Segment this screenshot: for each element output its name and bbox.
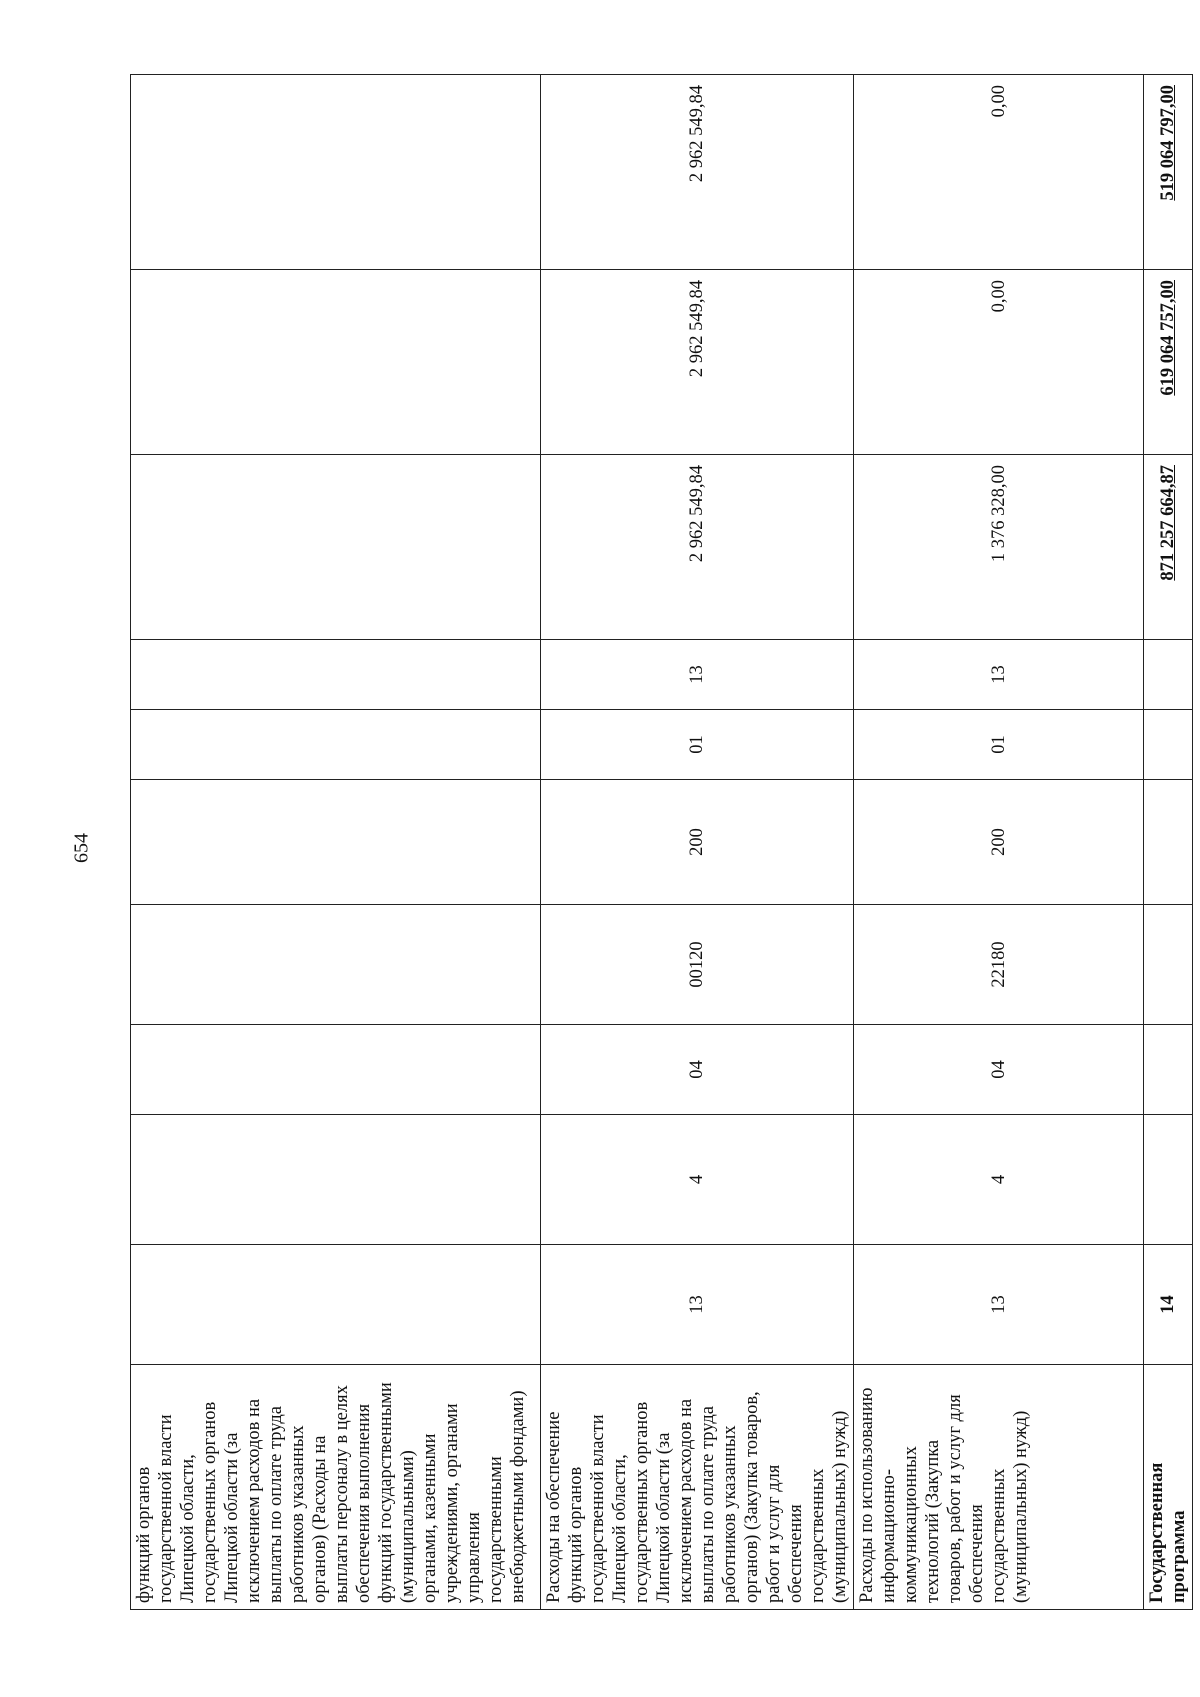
row-amount2 — [131, 270, 541, 455]
total-empty — [1144, 1115, 1193, 1245]
row-amount3: 0,00 — [854, 75, 1144, 270]
total-amount2: 619 064 757,00 — [1144, 270, 1193, 455]
total-empty — [1144, 780, 1193, 905]
row-amount1 — [131, 455, 541, 640]
budget-table — [130, 74, 1193, 1610]
row-amount3: 2 962 549,84 — [541, 75, 854, 270]
total-amount3: 519 064 797,00 — [1144, 75, 1193, 270]
total-label: Государственная программа — [1144, 1365, 1193, 1610]
row-col5: 200 — [854, 780, 1144, 905]
row-col7: 13 — [854, 640, 1144, 710]
row-description: функций органов государственной власти Липецкой области, государственных органов Липецкой области (за исключением расходов на выплаты по оплате труда работников указанных органов) (Расходы на выплаты персоналу в целях обеспечения выполнения функций государственными (муниципальными) органами, казенными учреждениями, органами управления государственными внебюджетными фондами) — [131, 1365, 541, 1610]
row-col2: 4 — [854, 1115, 1144, 1245]
row-col4: 22180 — [854, 905, 1144, 1025]
row-amount1: 1 376 328,00 — [854, 455, 1144, 640]
table-row — [541, 75, 854, 1610]
row-col1 — [131, 1245, 541, 1365]
row-amount2: 0,00 — [854, 270, 1144, 455]
row-col7 — [131, 640, 541, 710]
row-amount1: 2 962 549,84 — [541, 455, 854, 640]
row-col7: 13 — [541, 640, 854, 710]
row-col2: 4 — [541, 1115, 854, 1245]
total-empty — [1144, 710, 1193, 780]
row-col2 — [131, 1115, 541, 1245]
row-col3 — [131, 1025, 541, 1115]
row-col6: 01 — [854, 710, 1144, 780]
row-amount2: 2 962 549,84 — [541, 270, 854, 455]
table-row — [131, 75, 541, 1610]
row-amount3 — [131, 75, 541, 270]
page-number: 654 — [70, 833, 93, 863]
total-empty — [1144, 1025, 1193, 1115]
total-empty — [1144, 905, 1193, 1025]
row-col4 — [131, 905, 541, 1025]
row-col6 — [131, 710, 541, 780]
row-col3: 04 — [854, 1025, 1144, 1115]
row-col3: 04 — [541, 1025, 854, 1115]
total-empty — [1144, 640, 1193, 710]
row-col4: 00120 — [541, 905, 854, 1025]
row-col1: 13 — [854, 1245, 1144, 1365]
row-col6: 01 — [541, 710, 854, 780]
row-description: Расходы на обеспечение функций органов государственной власти Липецкой области, государственных органов Липецкой области (за исключением расходов на выплаты по оплате труда работников указанных органов) (Закупка товаров, работ и услуг для обеспечения государственных (муниципальных) нужд) — [541, 1365, 854, 1610]
table-row — [854, 75, 1144, 1610]
total-row — [1144, 75, 1193, 1610]
row-col5 — [131, 780, 541, 905]
row-description: Расходы по использованию информационно-коммуникационных технологий (Закупка товаров, работ и услуг для обеспечения государственных (муниципальных) нужд) — [854, 1365, 1144, 1610]
row-col5: 200 — [541, 780, 854, 905]
row-col1: 13 — [541, 1245, 854, 1365]
total-amount1: 871 257 664,87 — [1144, 455, 1193, 640]
budget-table-container — [130, 75, 1189, 1610]
total-col1: 14 — [1144, 1245, 1193, 1365]
